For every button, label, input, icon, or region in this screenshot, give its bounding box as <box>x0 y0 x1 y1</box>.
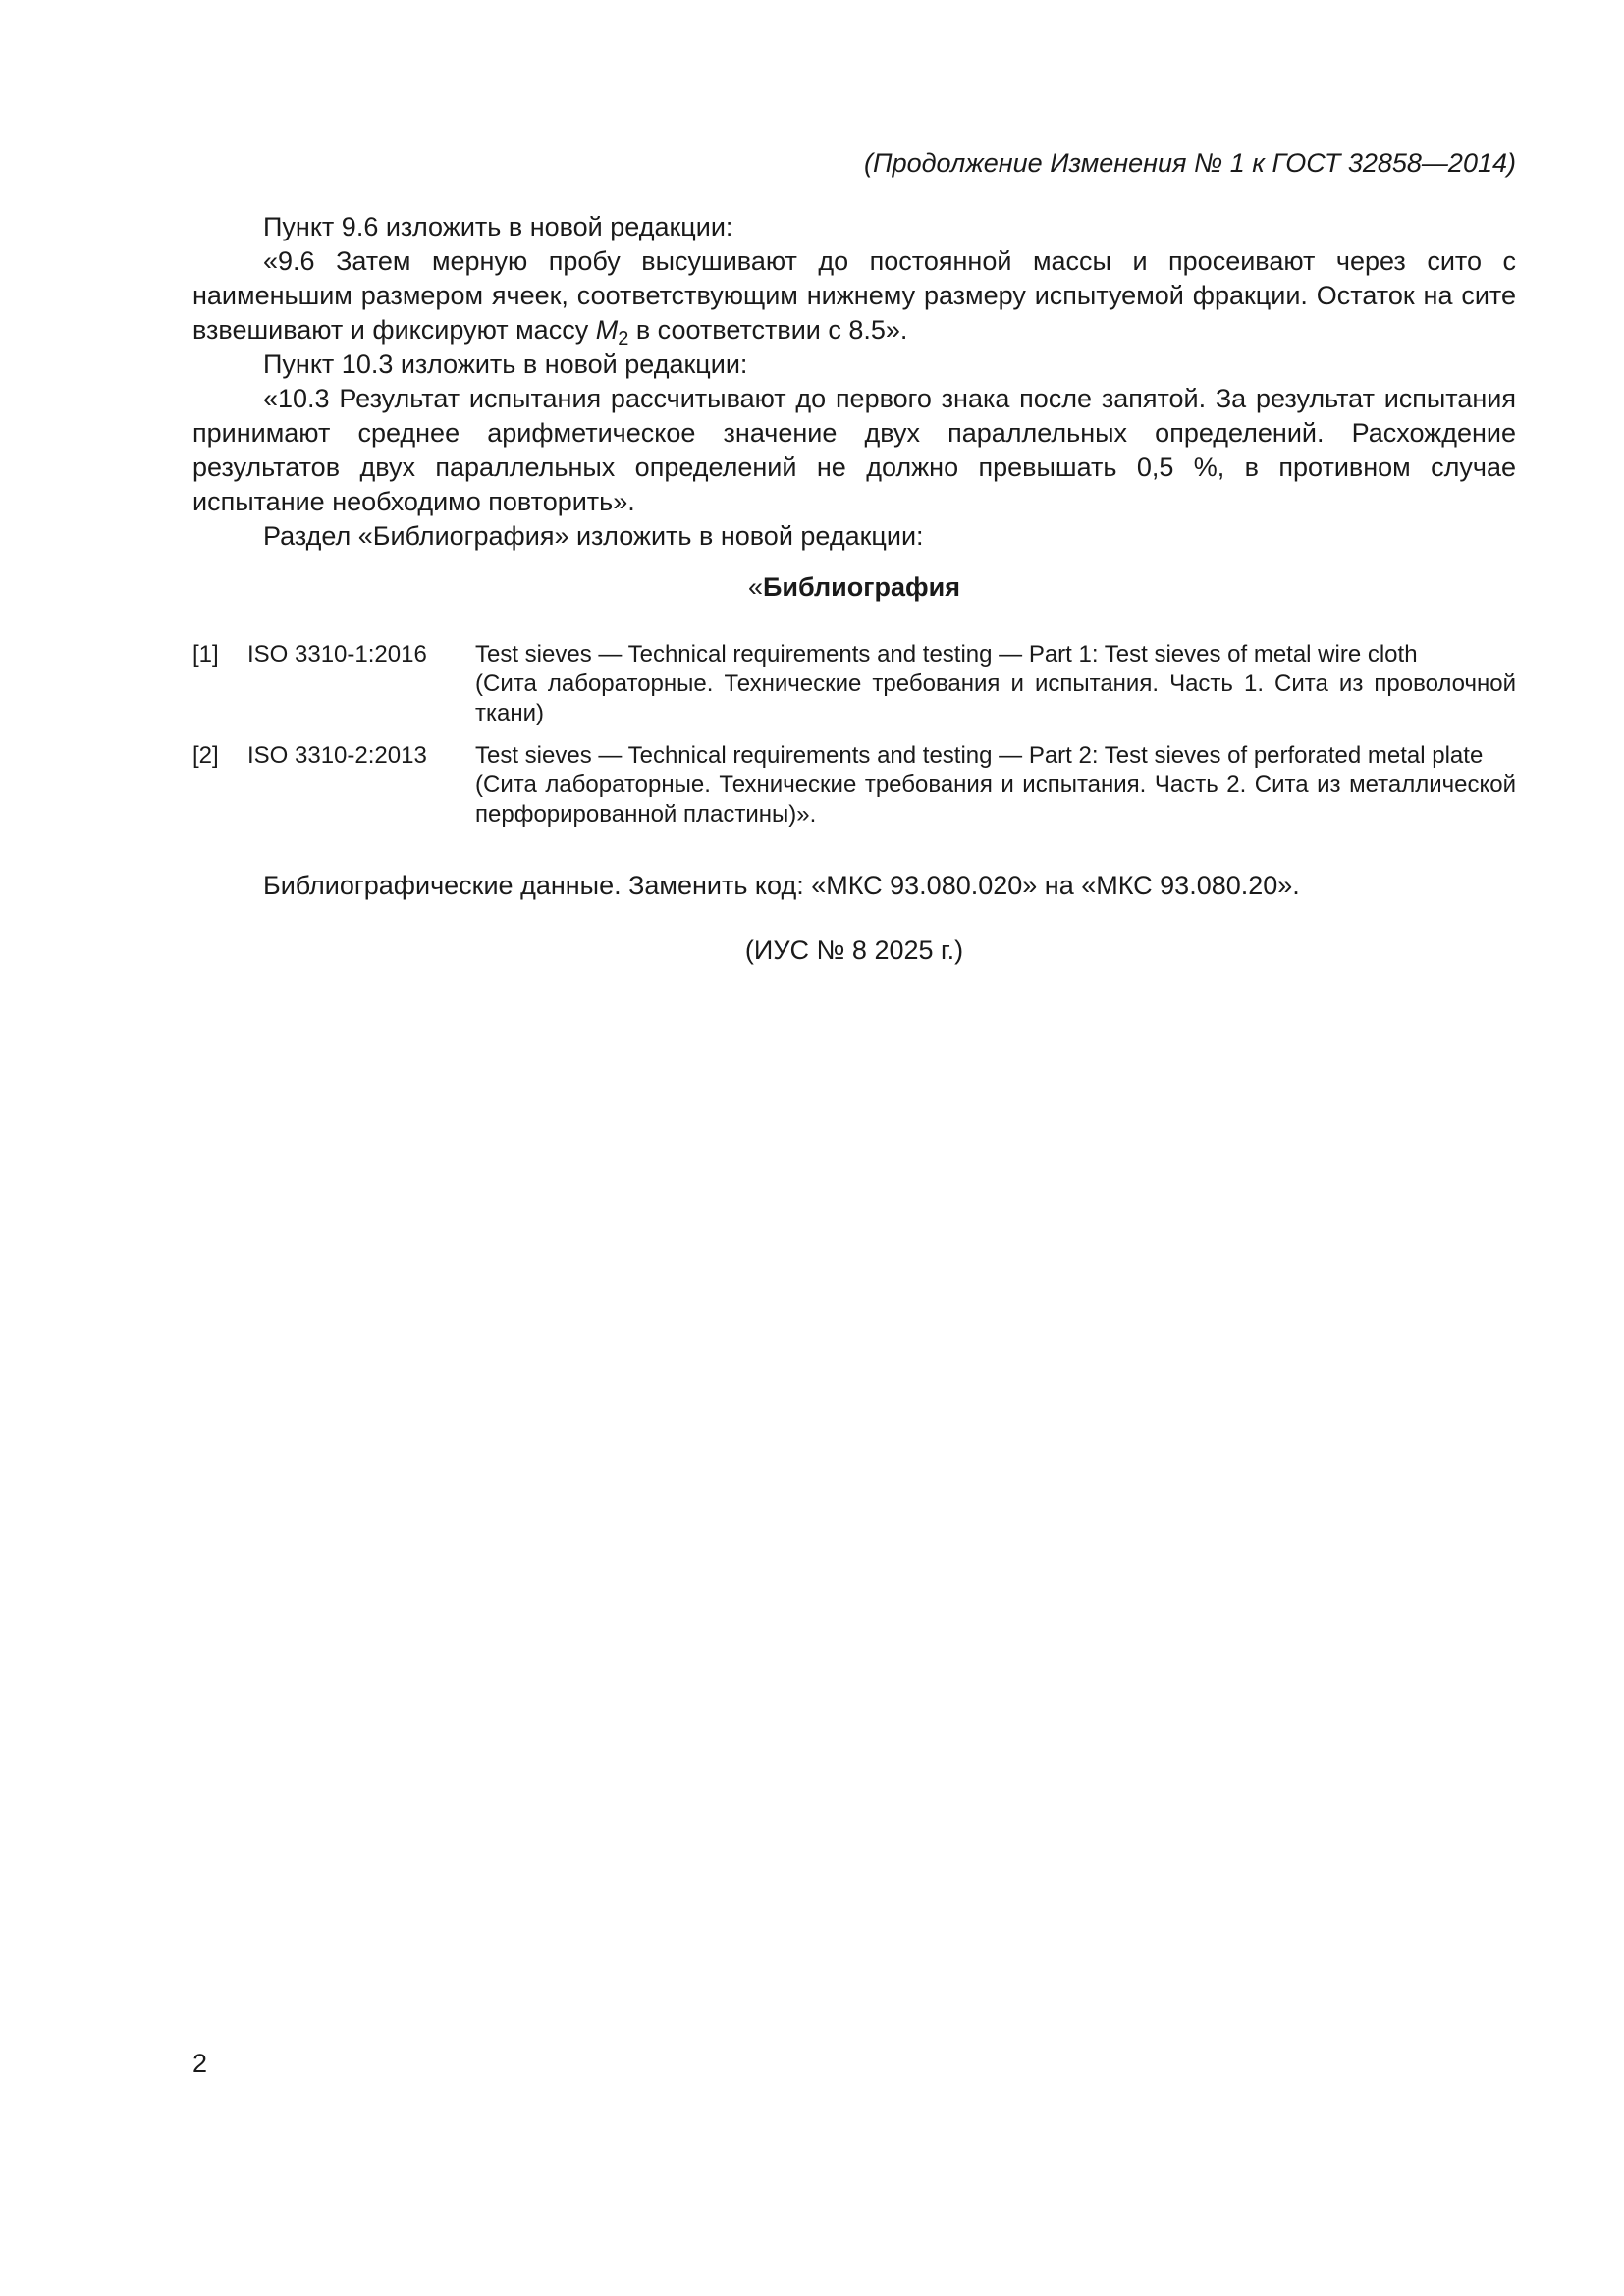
ius-reference: (ИУС № 8 2025 г.) <box>744 935 964 965</box>
bibliography-entry-number: [2] <box>192 742 219 769</box>
bibliographic-data-change: Библиографические данные. Заменить код: «МКС 93.080.020» на «МКС 93.080.20». <box>263 871 1300 900</box>
bibliography-entry-code: ISO 3310-1:2016 <box>247 641 427 667</box>
bibliography-heading <box>192 569 1516 605</box>
running-header: (Продолжение Изменения № 1 к ГОСТ 32858—2014) <box>864 148 1516 178</box>
page-number: 2 <box>192 2049 208 2078</box>
paragraph-bibliography-intro: Раздел «Библиография» изложить в новой редакции: <box>263 521 924 551</box>
bibliography-entry-code: ISO 3310-2:2013 <box>247 742 427 769</box>
paragraph-point-10-3-intro: Пункт 10.3 изложить в новой редакции: <box>263 349 748 379</box>
paragraph-point-10-3-text: «10.3 Результат испытания рассчитывают до первого знака после запятой. За результат испытания принимают среднее арифметическое значение двух параллельных определений. Расхождение результатов двух параллельных определений не должно превышать 0,5 %, в противном случае испытание необходимо повторить». <box>192 384 1516 516</box>
bibliography-entry-title-en: Test sieves — Technical requirements and testing — Part 1: Test sieves of metal wire cloth <box>475 641 1418 667</box>
paragraph-point-9-6-text-part2: в соответствии с 8.5». <box>628 315 908 345</box>
paragraph-point-9-6-intro: Пункт 9.6 изложить в новой редакции: <box>263 212 733 241</box>
bibliography-entry <box>192 741 1516 829</box>
amendment-text <box>192 210 1516 554</box>
bibliography-entry-number: [1] <box>192 641 219 667</box>
paragraph-point-9-6-text <box>192 244 1516 347</box>
bibliography-entry <box>192 640 1516 728</box>
mass-variable-subscript: 2 <box>618 328 629 349</box>
bibliography-open-quote: « <box>747 572 764 602</box>
bibliography-entry-text <box>475 741 1516 829</box>
bibliography-list <box>192 640 1516 842</box>
bibliography-entry-title-ru: (Сита лабораторные. Технические требования и испытания. Часть 1. Сита из проволочной ткани) <box>475 670 1516 726</box>
bibliography-entry-text <box>475 640 1516 728</box>
bibliography-title: Библиография <box>763 572 960 602</box>
mass-variable: M <box>595 315 619 345</box>
paragraph-point-9-6-text-part1: «9.6 Затем мерную пробу высушивают до постоянной массы и просеивают через сито с наименьшим размером ячеек, соответствующим нижнему размеру испытуемой фракции. Остаток на сите взвешивают и фиксируют массу <box>192 246 1516 345</box>
bibliography-entry-title-en: Test sieves — Technical requirements and testing — Part 2: Test sieves of perforated metal plate <box>475 742 1484 769</box>
bibliography-entry-title-ru: (Сита лабораторные. Технические требования и испытания. Часть 2. Сита из металлической перфорированной пластины)». <box>475 772 1516 828</box>
